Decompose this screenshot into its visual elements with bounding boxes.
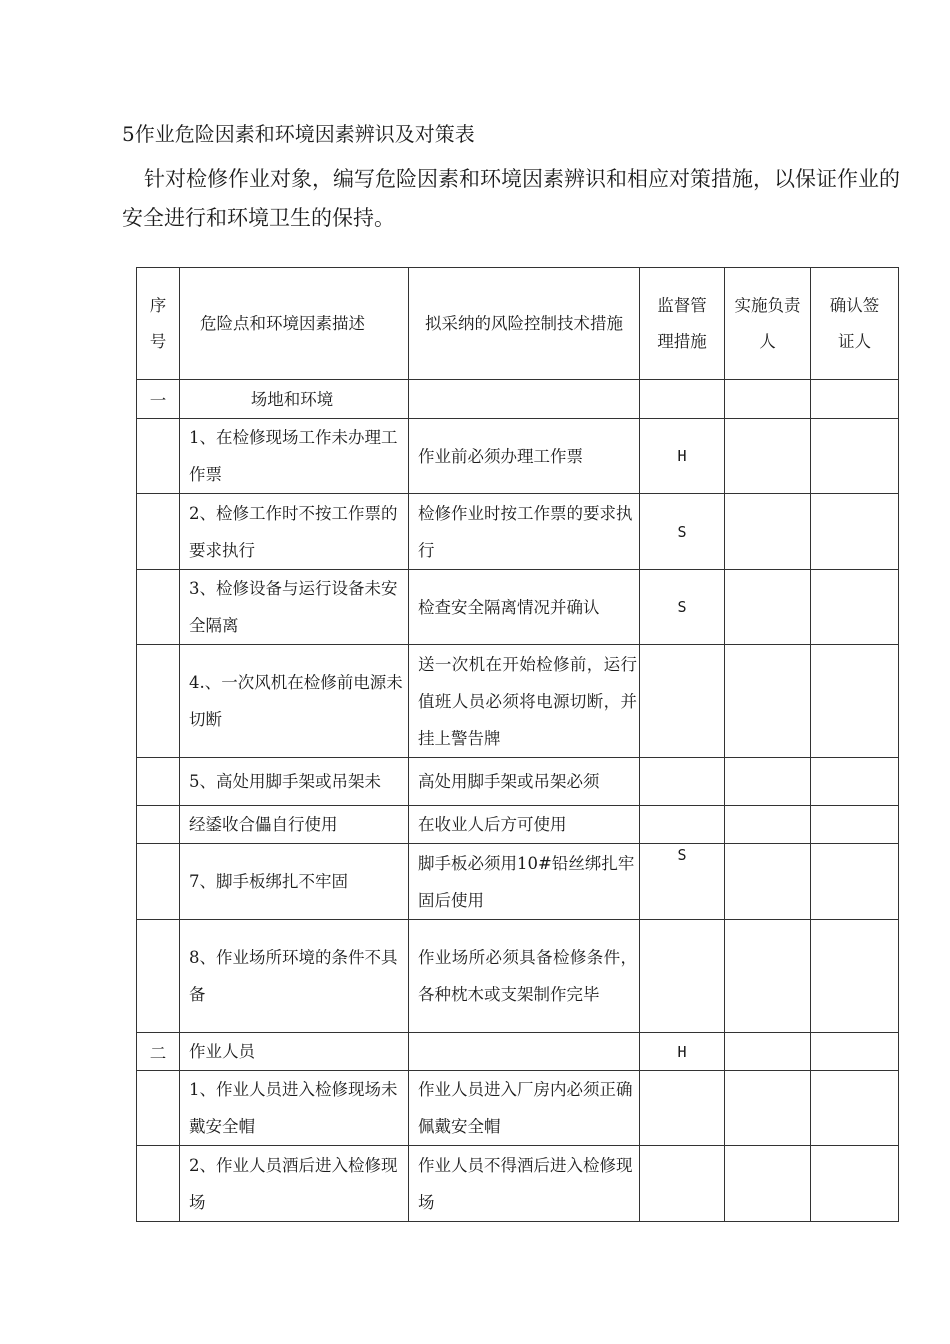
row-confirm xyxy=(811,380,899,419)
table-row xyxy=(137,1033,899,1071)
row-measures xyxy=(409,380,640,419)
row-description: 2、作业人员酒后进入检修现场 xyxy=(180,1146,409,1222)
row-no xyxy=(137,806,180,844)
row-description: 8、作业场所环境的条件不具备 xyxy=(180,920,409,1033)
row-measures: 高处用脚手架或吊架必须 xyxy=(409,758,640,806)
row-responsible xyxy=(725,494,811,570)
row-responsible xyxy=(725,419,811,494)
row-responsible xyxy=(725,844,811,920)
header-description: 危险点和环境因素描述 xyxy=(180,268,409,380)
header-responsible: 实施负责人 xyxy=(725,268,811,380)
row-no xyxy=(137,419,180,494)
row-supervision: S xyxy=(640,844,725,920)
header-confirm: 确认签证人 xyxy=(811,268,899,380)
row-responsible xyxy=(725,920,811,1033)
row-confirm xyxy=(811,844,899,920)
row-description: 4.、一次风机在检修前电源未切断 xyxy=(180,645,409,758)
row-description: 1、在检修现场工作未办理工作票 xyxy=(180,419,409,494)
row-confirm xyxy=(811,645,899,758)
table-row xyxy=(137,419,899,494)
row-measures: 作业人员不得酒后进入检修现场 xyxy=(409,1146,640,1222)
row-responsible xyxy=(725,645,811,758)
row-no xyxy=(137,758,180,806)
row-measures: 检修作业时按工作票的要求执行 xyxy=(409,494,640,570)
row-no xyxy=(137,920,180,1033)
row-supervision xyxy=(640,645,725,758)
row-responsible xyxy=(725,1146,811,1222)
row-supervision: S xyxy=(640,570,725,645)
table-row xyxy=(137,758,899,806)
section-heading: 5作业危险因素和环境因素辨识及对策表 xyxy=(122,122,475,146)
row-description: 1、作业人员进入检修现场未戴安全帽 xyxy=(180,1071,409,1146)
row-confirm xyxy=(811,570,899,645)
row-supervision: H xyxy=(640,419,725,494)
row-description: 3、检修设备与运行设备未安全隔离 xyxy=(180,570,409,645)
row-no xyxy=(137,1071,180,1146)
table-row xyxy=(137,645,899,758)
row-no xyxy=(137,570,180,645)
header-no: 序号 xyxy=(137,268,180,380)
row-responsible xyxy=(725,1071,811,1146)
row-description: 经鋈收合儡自行使用 xyxy=(180,806,409,844)
row-confirm xyxy=(811,1071,899,1146)
row-confirm xyxy=(811,1146,899,1222)
row-responsible xyxy=(725,570,811,645)
row-no xyxy=(137,1146,180,1222)
row-no: 一 xyxy=(137,380,180,419)
row-description: 2、检修工作时不按工作票的要求执行 xyxy=(180,494,409,570)
row-responsible xyxy=(725,1033,811,1071)
table-row xyxy=(137,570,899,645)
row-supervision xyxy=(640,1071,725,1146)
row-supervision xyxy=(640,920,725,1033)
row-supervision xyxy=(640,806,725,844)
row-responsible xyxy=(725,806,811,844)
table-row xyxy=(137,920,899,1033)
row-confirm xyxy=(811,1033,899,1071)
row-no xyxy=(137,844,180,920)
risk-table xyxy=(136,267,899,1222)
row-measures: 检查安全隔离情况并确认 xyxy=(409,570,640,645)
row-confirm xyxy=(811,419,899,494)
row-supervision xyxy=(640,380,725,419)
row-no xyxy=(137,494,180,570)
row-confirm xyxy=(811,920,899,1033)
row-measures: 作业前必须办理工作票 xyxy=(409,419,640,494)
header-supervision: 监督管理措施 xyxy=(640,268,725,380)
table-row xyxy=(137,1146,899,1222)
row-supervision: S xyxy=(640,494,725,570)
table-row xyxy=(137,806,899,844)
table-row xyxy=(137,1071,899,1146)
row-confirm xyxy=(811,494,899,570)
row-supervision xyxy=(640,758,725,806)
intro-paragraph: 针对检修作业对象，编写危险因素和环境因素辨识和相应对策措施，以保证作业的安全进行和环境卫生的保持。 xyxy=(122,167,900,230)
row-confirm xyxy=(811,806,899,844)
row-confirm xyxy=(811,758,899,806)
table-row xyxy=(137,844,899,920)
row-description: 作业人员 xyxy=(180,1033,409,1071)
row-measures: 脚手板必须用10#铅丝绑扎牢固后使用 xyxy=(409,844,640,920)
row-responsible xyxy=(725,380,811,419)
row-measures: 在收业人后方可使用 xyxy=(409,806,640,844)
table-header-row xyxy=(137,268,899,380)
row-responsible xyxy=(725,758,811,806)
row-no xyxy=(137,645,180,758)
row-measures: 作业人员进入厂房内必须正确佩戴安全帽 xyxy=(409,1071,640,1146)
table-row xyxy=(137,494,899,570)
row-measures: 作业场所必须具备检修条件，各种枕木或支架制作完毕 xyxy=(409,920,640,1033)
row-description: 5、高处用脚手架或吊架未 xyxy=(180,758,409,806)
row-no: 二 xyxy=(137,1033,180,1071)
row-measures xyxy=(409,1033,640,1071)
table-row xyxy=(137,380,899,419)
row-supervision xyxy=(640,1146,725,1222)
row-description: 场地和环境 xyxy=(180,380,409,419)
header-measures: 拟采纳的风险控制技术措施 xyxy=(409,268,640,380)
row-supervision: H xyxy=(640,1033,725,1071)
row-description: 7、脚手板绑扎不牢固 xyxy=(180,844,409,920)
row-measures: 送一次机在开始检修前，运行值班人员必须将电源切断，并挂上警告牌 xyxy=(409,645,640,758)
